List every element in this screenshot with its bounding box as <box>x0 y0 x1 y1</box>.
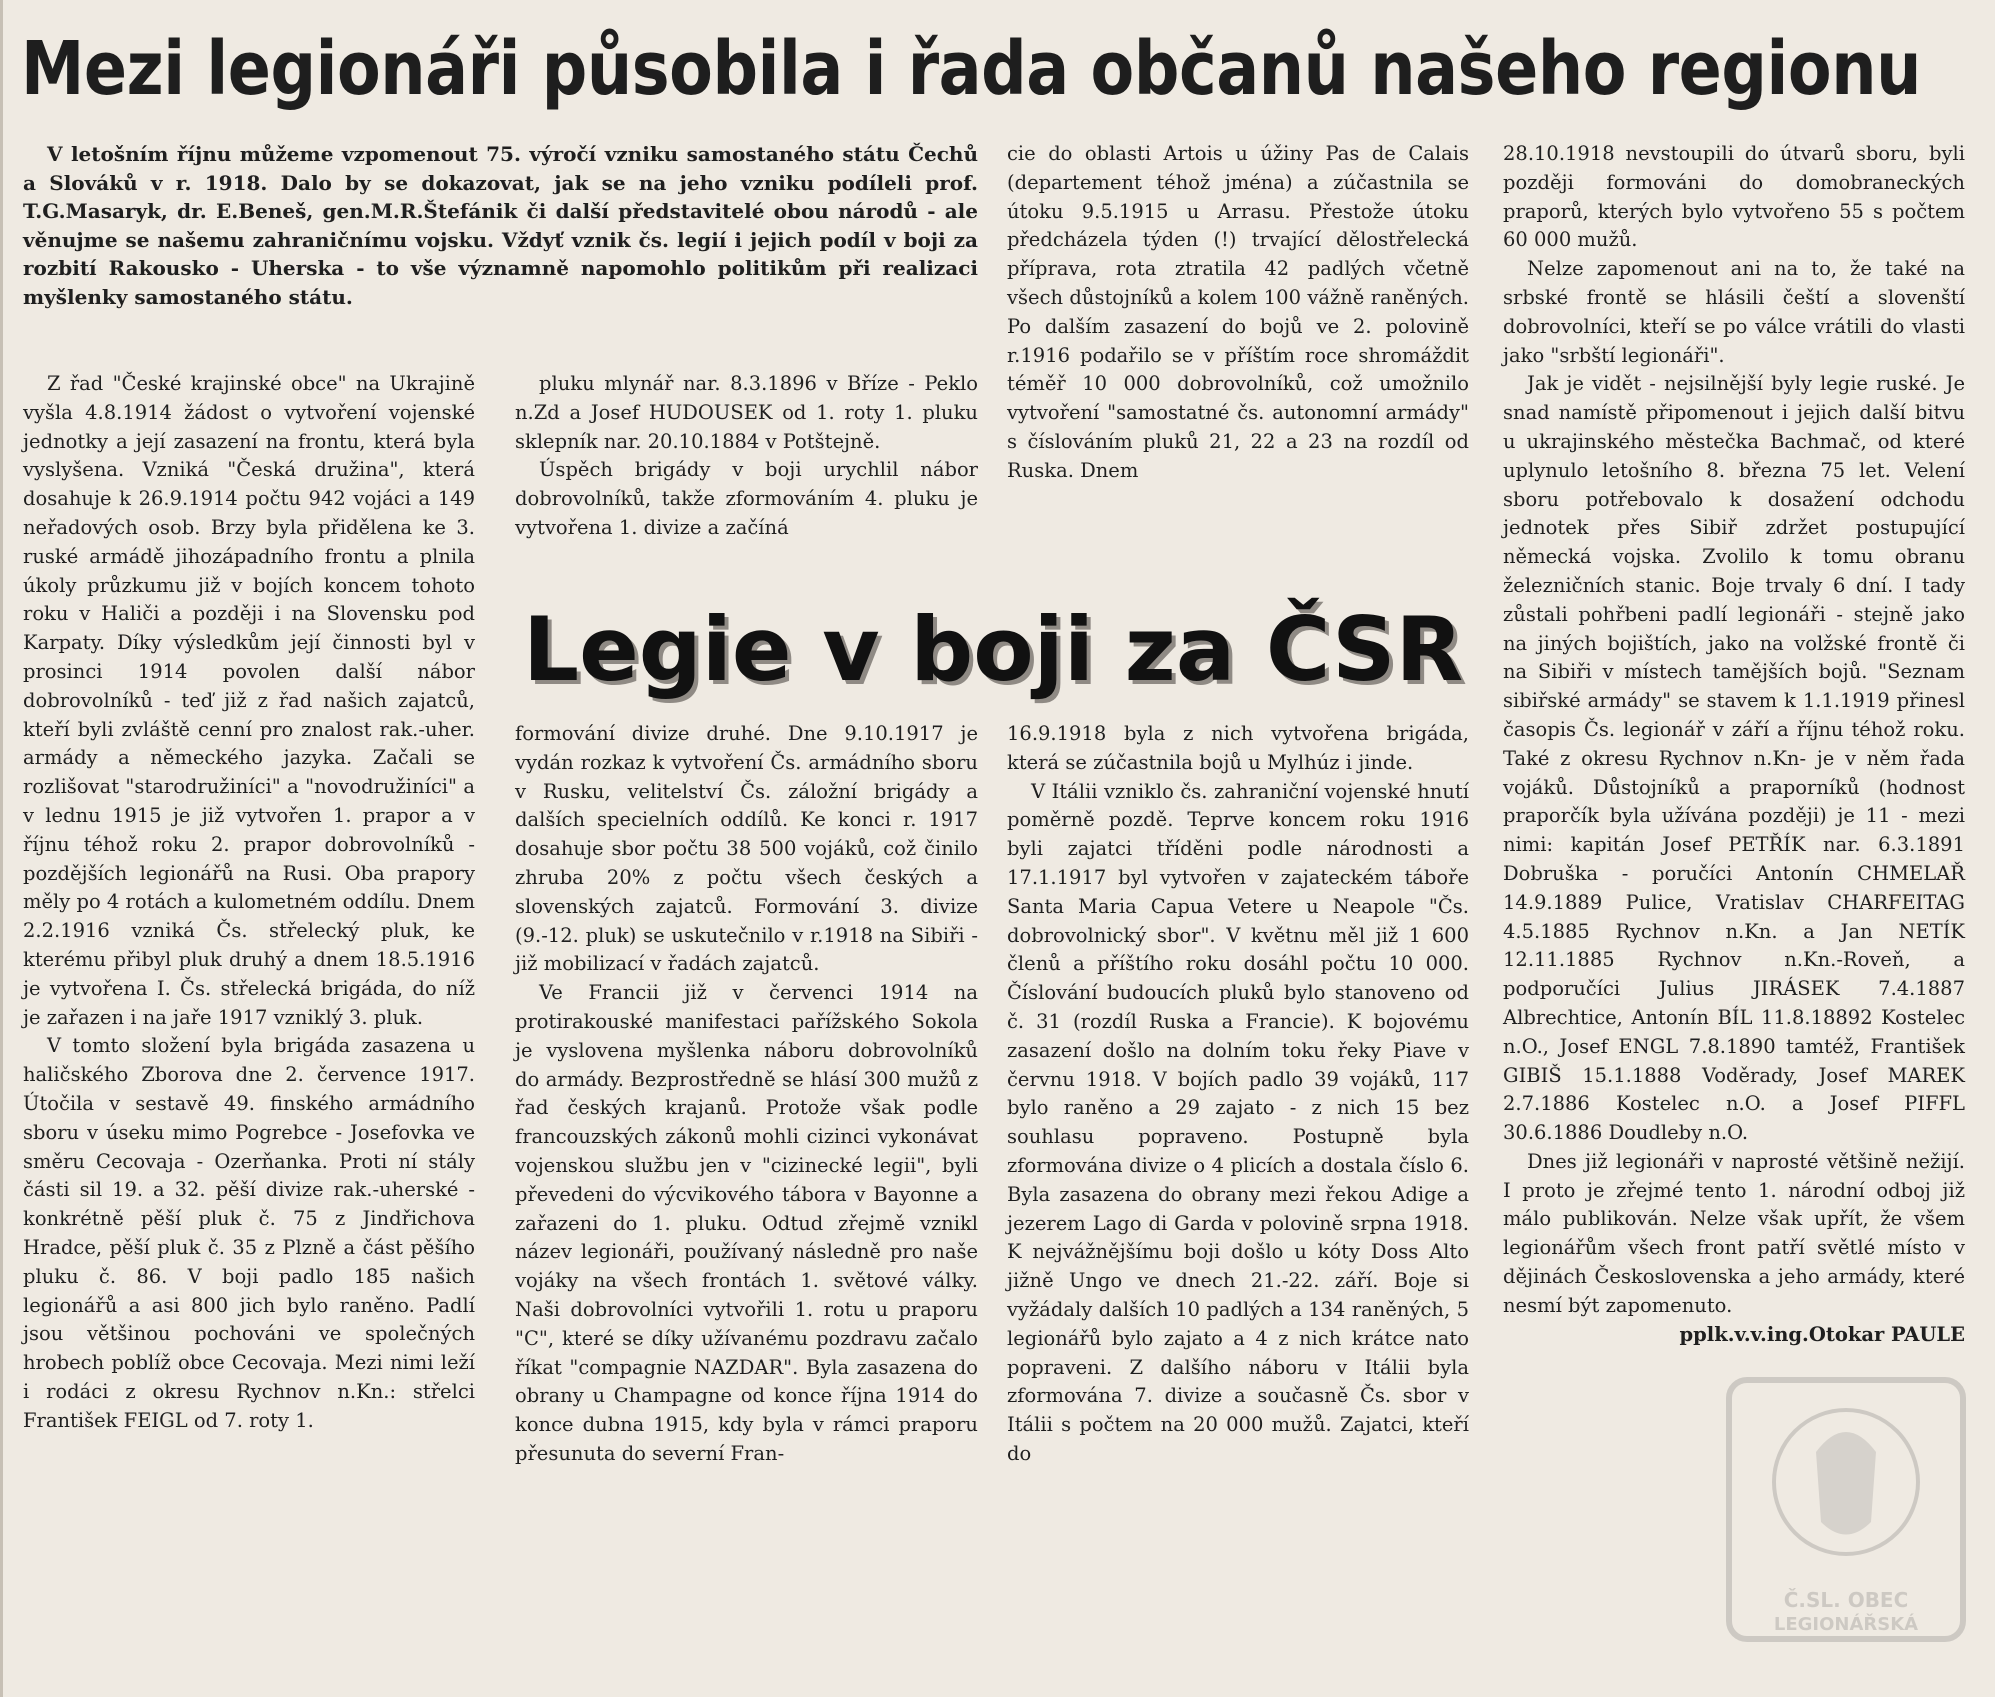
column-4 <box>1503 140 1965 1349</box>
col4-paragraph-3: Jak je vidět - nejsilnější byly legie ruské. Je snad namístě připomenout i jejich další bitvu u ukrajinského městečka Bachmač, od které uplynulo letošního 8. března 75 let. Velení sboru potřebovalo k dosažení odchodu jednotek přes Sibiř zdržet postupující německá vojska. Zvolilo k tomu obranu železničních stanic. Boje trvaly 6 dní. I tady zůstali pohřbeni padlí legionáři - stejně jako na jiných bojištích, jako na volžské frontě či na Sibiři v místech tamějších bojů. "Seznam sibiřské armády" se stavem k 1.1.1919 přinesl časopis Čs. legionář v září a říjnu téhož roku. Také z okresu Rychnov n.Kn- je v něm řada vojáků. Důstojníků a praporníků (hodnost praporčík byla užívána později) je 11 - mezi nimi: kapitán Josef PETŘÍK nar. 6.3.1891 Dobruška - poručíci Antonín CHMELAŘ 14.9.1889 Pulice, Vratislav CHARFEITAG 4.5.1885 Rychnov n.Kn. a Jan NETÍK 12.11.1885 Rychnov n.Kn.-Roveň, a podporučíci Julius JIRÁSEK 7.4.1887 Albrechtice, Antonín BÍL 11.8.18892 Kostelec n.O., Josef ENGL 7.8.1890 tamtéž, František GIBIŠ 15.1.1888 Voděrady, Josef MAREK 2.7.1886 Kostelec n.O. a Josef PIFFL 30.6.1886 Doudleby n.O. <box>1503 372 1965 1145</box>
lead-paragraph: V letošním říjnu můžeme vzpomenout 75. výročí vzniku samostaného státu Čechů a Slováků v r. 1918. Dalo by se dokazovat, jak se na jeho vzniku podíleli prof. T.G.Masaryk, dr. E.Beneš, gen.M.R.Štefánik či další představitelé obou národů - ale věnujme se našemu zahraničnímu vojsku. Vždyť vznik čs. legií i jejich podíl v boji za rozbití Rakousko - Uherska - to vše významně napomohlo politikům při realizaci myšlenky samostaného státu. <box>23 142 978 309</box>
col1-paragraph-2: V tomto složení byla brigáda zasazena u haličského Zborova dne 2. července 1917. Útočila v sestavě 49. finského armádního sboru v úseku mimo Pogrebce - Josefovka ve směru Cecovaja - Ozerňanka. Proti ní stály části sil 19. a 32. pěší divize rak.-uherské - konkrétně pěší pluk č. 75 z Jindřichova Hradce, pěší pluk č. 35 z Plzně a část pěšího pluku č. 86. V boji padlo 185 našich legionářů a asi 800 jich bylo raněno. Padlí jsou většinou pochováni ve společných hrobech poblíž obce Cecovaja. Mezi nimi leží i rodáci z okresu Rychnov n.Kn.: střelci František FEIGL od 7. roty 1. <box>23 1034 475 1432</box>
headline: Mezi legionáři působila i řada občanů našeho regionu <box>21 26 1921 112</box>
svg-text:LEGIONÁŘSKÁ: LEGIONÁŘSKÁ <box>1773 1614 1919 1635</box>
column-3-top <box>1007 140 1469 486</box>
col2-paragraph-1: pluku mlynář nar. 8.3.1896 v Bříze - Peklo n.Zd a Josef HUDOUSEK od 1. roty 1. pluku sklepník nar. 20.10.1884 v Potštejně. <box>515 372 978 453</box>
col3b-paragraph-2: V Itálii vzniklo čs. zahraniční vojenské hnutí poměrně pozdě. Teprve koncem roku 1916 byli zajatci tříděni podle národnosti a 17.1.1917 byl vytvořen v zajateckém táboře Santa Maria Capua Vetere u Neapole "Čs. dobrovolnický sbor". V květnu měl již 1 600 členů a příštího roku dosáhl počtu 10 000. Číslování budoucích pluků bylo stanoveno od č. 31 (rozdíl Ruska a Francie). K bojovému zasazení došlo na dolním toku řeky Piave v červnu 1918. V bojích padlo 39 vojáků, 117 bylo raněno a 29 zajato - z nich 15 bez souhlasu popraveno. Postupně byla zformována divize o 4 plicích a dostala číslo 6. Byla zasazena do obrany mezi řekou Adige a jezerem Lago di Garda v polovině srpna 1918. K nejvážnějšímu boji došlo u kóty Doss Alto jižně Ungo ve dnech 21.-22. září. Boje si vyžádaly dalších 10 padlých a 134 raněných, 5 legionářů bylo zajato a 4 z nich krátce nato popraveni. Z dalšího náboru v Itálii byla zformována 7. divize a současně Čs. sbor v Itálii s počtem na 20 000 mužů. Zajatci, kteří do <box>1007 779 1469 1465</box>
column-2-top <box>515 370 978 543</box>
col4-paragraph-2: Nelze zapomenout ani na to, že také na srbské frontě se hlásili čeští a slovenští dobrovolníci, kteří se po válce vrátili do vlasti jako "srbští legionáři". <box>1503 257 1965 367</box>
col4-paragraph-4: Dnes již legionáři v naprosté většině nežijí. I proto je zřejmé tento 1. národní odboj již málo publikován. Nelze však upřít, že všem legionářům všech front patří světlé místo v dějinách Československa a jeho armády, které nesmí být zapomenuto. <box>1503 1149 1965 1317</box>
col2b-paragraph-2: Ve Francii již v červenci 1914 na protirakouské manifestaci pařížského Sokola je vyslovena myšlenka náboru dobrovolníků do armády. Bezprostředně se hlásí 300 mužů z řad českých krajanů. Protože však podle francouzských zákonů mohli cizinci vykonávat vojenskou službu jen v "cizinecké legii", byli převedeni do výcvikového tábora v Bayonne a zařazeni do 1. pluku. Odtud zřejmě vznikl název legionáři, používaný následně pro naše vojáky na všech frontách 1. světové války. Naši dobrovolníci vytvořili 1. rotu u praporu "C", které se díky užívanému pozdravu začalo říkat "compagnie NAZDAR". Byla zasazena do obrany u Champagne od konce října 1914 do konce dubna 1915, kdy byla v rámci praporu přesunuta do severní Fran- <box>515 981 978 1465</box>
column-1 <box>23 370 475 1435</box>
col3-paragraph-1: cie do oblasti Artois u úžiny Pas de Calais (departement téhož jména) a zúčastnila se útoku 9.5.1915 u Arrasu. Přestože útoku předcházela týden (!) trvající dělostřelecká příprava, rota ztratila 42 padlých včetně všech důstojníků a kolem 100 vážně raněných. Po dalším zasazení do bojů ve 2. polovině r.1916 podařilo se v příštím roce shromáždit téměř 10 000 dobrovolníků, což umožnilo vytvoření "samostatné čs. autonomní armády" s číslováním pluků 21, 22 a 23 na rozdíl od Ruska. Dnem <box>1007 142 1469 482</box>
subheadline: Legie v boji za ČSR <box>523 598 1464 701</box>
author-signature: pplk.v.v.ing.Otokar PAULE <box>1679 1322 1965 1346</box>
col1-paragraph-1: Z řad "České krajinské obce" na Ukrajině vyšla 4.8.1914 žádost o vytvoření vojenské jednotky a její zasazení na frontu, která byla vyslyšena. Vzniká "Česká družina", která dosahuje k 26.9.1914 počtu 942 vojáci a 149 neřadových osob. Brzy byla přidělena ke 3. ruské armádě jihozápadního frontu a plnila úkoly průzkumu již v bojích koncem tohoto roku v Haliči a později i na Slovensku pod Karpaty. Díky výsledkům její činnosti byl v prosinci 1914 povolen další nábor dobrovolníků - teď již z řad našich zajatců, kteří byli zvláště cenní pro znalost rak.-uher. armády a německého jazyka. Začali se rozlišovat "starodružiníci" a "novodružiníci" a v lednu 1915 je již vytvořen 1. prapor a v říjnu téhož roku 2. prapor dobrovolníků - pozdějších legionářů na Rusi. Oba prapory měly po 4 rotách a kulometném oddílu. Dnem 2.2.1916 vzniká Čs. střelecký pluk, ke kterému přibyl pluk druhý a dnem 18.5.1916 je vytvořena I. Čs. střelecká brigáda, do níž je zařazen i na jaře 1917 vzniklý 3. pluk. <box>23 372 475 1029</box>
col4-paragraph-1: 28.10.1918 nevstoupili do útvarů sboru, byli později formováni do domobraneckých praporů, kterých bylo vytvořeno 55 s počtem 60 000 mužů. <box>1503 142 1965 252</box>
col2b-paragraph-1: formování divize druhé. Dne 9.10.1917 je vydán rozkaz k vytvoření Čs. armádního sboru v Rusku, velitelství Čs. záložní brigády a dalších specielních oddílů. Ke konci r. 1917 dosahuje sbor počtu 38 500 vojáků, což činilo zhruba 20% z počtu všech českých a slovenských zajatců. Formování 3. divize (9.-12. pluk) se uskutečnilo v r.1918 na Sibiři - již mobilizací v řadách zajatců. <box>515 722 978 976</box>
col3b-paragraph-1: 16.9.1918 byla z nich vytvořena brigáda, která se zúčastnila bojů u Mylhúz i jinde. <box>1007 722 1469 774</box>
svg-text:Č.SL. OBEC: Č.SL. OBEC <box>1783 1588 1909 1612</box>
legion-stamp-icon <box>1721 1372 1971 1647</box>
column-2-bottom <box>515 720 978 1469</box>
lead-block <box>23 140 978 312</box>
column-3-bottom <box>1007 720 1469 1469</box>
col2-paragraph-2: Úspěch brigády v boji urychlil nábor dobrovolníků, takže zformováním 4. pluku je vytvořena 1. divize a začíná <box>515 458 978 539</box>
